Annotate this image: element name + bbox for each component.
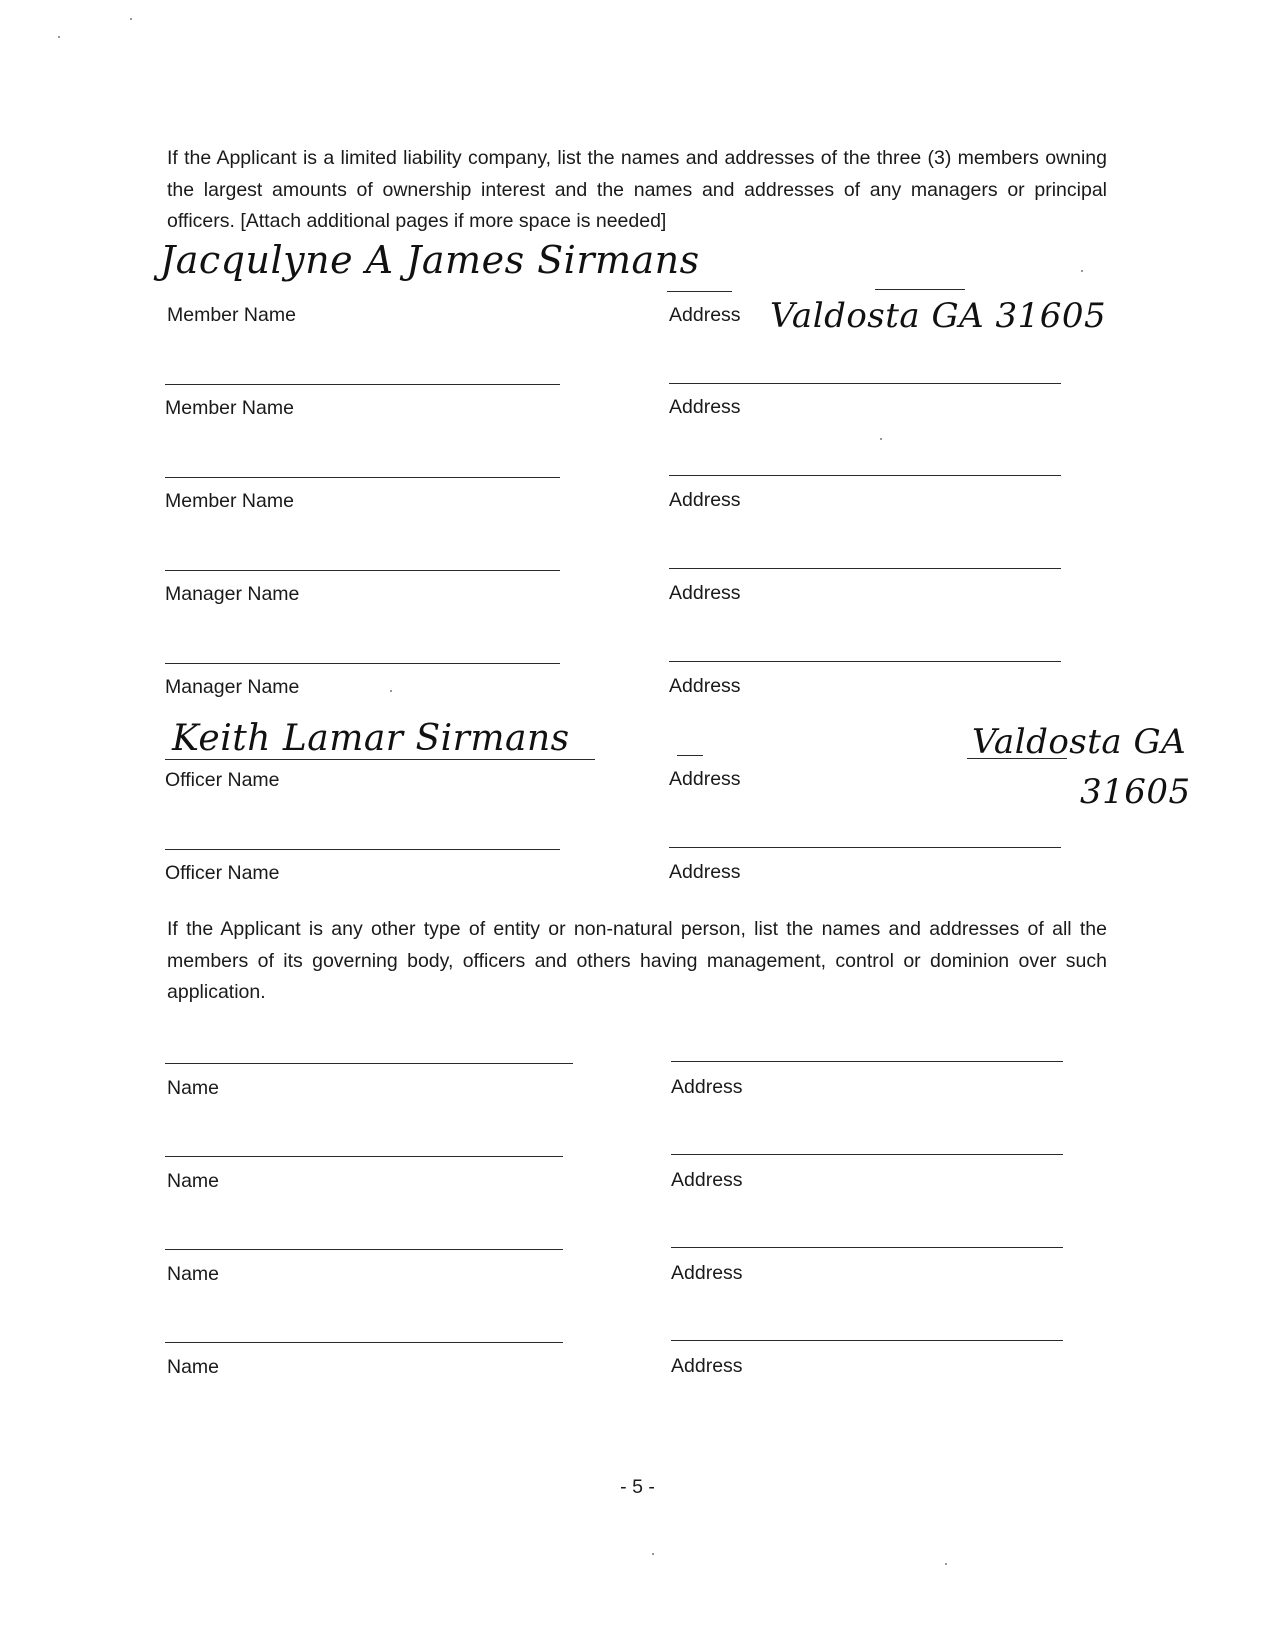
- other-address-label-3: Address: [671, 1262, 743, 1284]
- member-name-value-1: Jacqulyne A James Sirmans: [160, 238, 700, 282]
- address-label-4: Address: [669, 582, 741, 604]
- name-line-3: [165, 1249, 563, 1250]
- scan-speck: [880, 438, 882, 440]
- name-label-3: Name: [167, 1263, 220, 1285]
- scan-speck: [1081, 270, 1083, 272]
- address-line-1-mid: [875, 289, 965, 290]
- officer-name-line-2: [165, 849, 560, 850]
- address-line-1-short: [667, 291, 732, 292]
- address-line-4: [669, 568, 1061, 569]
- member-name-label-1: Member Name: [167, 304, 296, 326]
- address-line-5: [669, 661, 1061, 662]
- name-line-1: [165, 1063, 573, 1064]
- member-name-line-3: [165, 477, 560, 478]
- name-line-4: [165, 1342, 563, 1343]
- address-label-2: Address: [669, 396, 741, 418]
- other-address-line-3: [671, 1247, 1063, 1248]
- member-name-label-2: Member Name: [165, 397, 294, 419]
- other-entity-paragraph: If the Applicant is any other type of entity or non-natural person, list the names and addresses of all the members of its governing body, officers and others having management, control or dominion over such application.: [167, 918, 1107, 1003]
- address-line-2: [669, 383, 1061, 384]
- name-label-2: Name: [167, 1170, 220, 1192]
- manager-name-line-1: [165, 570, 560, 571]
- other-address-line-4: [671, 1340, 1063, 1341]
- other-address-label-1: Address: [671, 1076, 743, 1098]
- address-value-6-line2: 31605: [1080, 772, 1191, 812]
- scan-speck: [390, 690, 392, 692]
- officer-name-label-2: Officer Name: [165, 862, 280, 884]
- other-address-line-1: [671, 1061, 1063, 1062]
- manager-name-label-1: Manager Name: [165, 583, 300, 605]
- name-label-4: Name: [167, 1356, 220, 1378]
- member-name-label-3: Member Name: [165, 490, 294, 512]
- address-line-6-short: [677, 755, 703, 756]
- scan-speck: [58, 36, 60, 38]
- officer-name-line-1: [165, 759, 595, 760]
- name-label-1: Name: [167, 1077, 220, 1099]
- other-address-label-4: Address: [671, 1355, 743, 1377]
- address-label-7: Address: [669, 861, 741, 883]
- address-value-1: Valdosta GA 31605: [770, 296, 1107, 336]
- scan-speck: [652, 1553, 654, 1555]
- intro-paragraph: If the Applicant is a limited liability company, list the names and addresses of the three (3) members owning the largest amounts of ownership interest and the names and addresses of any managers or principal officers. [Attach additional pages if more space is needed]: [167, 147, 1107, 232]
- scan-speck: [945, 1563, 947, 1565]
- address-label-5: Address: [669, 675, 741, 697]
- address-value-6-line1: Valdosta GA: [972, 722, 1187, 762]
- scan-speck: [130, 18, 132, 20]
- manager-name-line-2: [165, 663, 560, 664]
- name-line-2: [165, 1156, 563, 1157]
- address-label-6: Address: [669, 768, 741, 790]
- officer-name-label-1: Officer Name: [165, 769, 280, 791]
- address-line-6-right: [967, 758, 1067, 759]
- manager-name-label-2: Manager Name: [165, 676, 300, 698]
- address-label-1: Address: [669, 304, 741, 326]
- other-address-line-2: [671, 1154, 1063, 1155]
- page-number: - 5 -: [620, 1476, 655, 1498]
- address-line-7: [669, 847, 1061, 848]
- officer-name-value-1: Keith Lamar Sirmans: [172, 718, 570, 759]
- address-label-3: Address: [669, 489, 741, 511]
- member-name-line-2: [165, 384, 560, 385]
- address-line-3: [669, 475, 1061, 476]
- other-address-label-2: Address: [671, 1169, 743, 1191]
